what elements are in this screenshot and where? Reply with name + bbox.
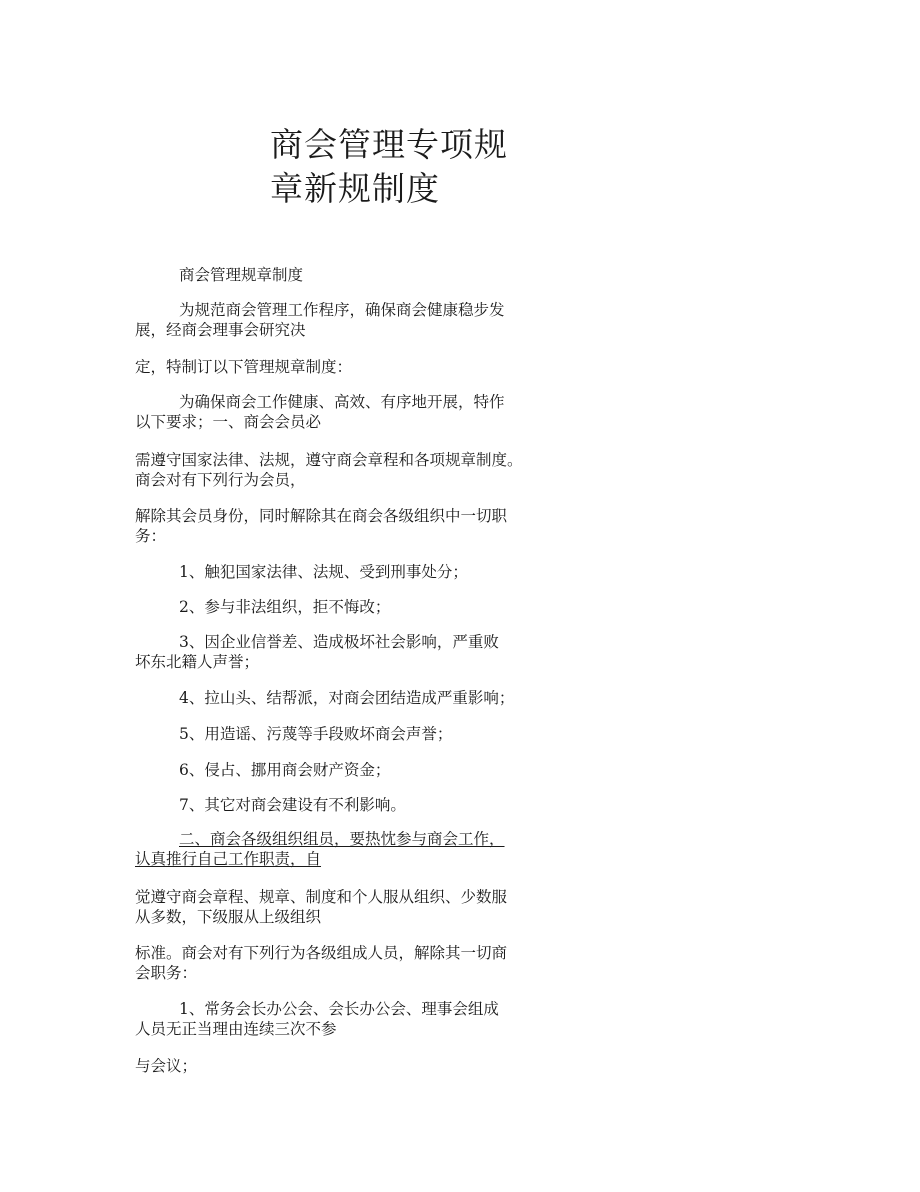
paragraph — [135, 392, 530, 432]
paragraph-line: 人员无正当理由连续三次不参 — [135, 1020, 337, 1038]
list-item: 6、侵占、挪用商会财产资金； — [179, 761, 391, 779]
paragraph-line: 3、因企业信誉差、造成极坏社会影响，严重败 — [179, 633, 499, 651]
section-heading — [135, 829, 530, 869]
paragraph-line: 解除其会员身份，同时解除其在商会各级组织中一切职 — [135, 507, 508, 525]
paragraph-line: 二、商会各级组织组员，要热忱参与商会工作， — [179, 830, 505, 848]
paragraph-line: 标准。商会对有下列行为各级组成人员，解除其一切商 — [135, 944, 508, 962]
list-item: 2、参与非法组织，拒不悔改； — [179, 598, 391, 616]
paragraph — [135, 506, 530, 546]
document-title — [270, 123, 530, 211]
paragraph-line: 从多数，下级服从上级组织 — [135, 908, 322, 926]
paragraph-line: 觉遵守商会章程、规章、制度和个人服从组织、少数服 — [135, 888, 508, 906]
paragraph-line: 定，特制订以下管理规章制度： — [135, 358, 353, 376]
list-item — [135, 632, 530, 672]
paragraph-line: 为确保商会工作健康、高效、有序地开展，特作 — [179, 393, 505, 411]
title-line-2: 章新规制度 — [270, 169, 440, 208]
title-line-1: 商会管理专项规 — [270, 125, 508, 164]
paragraph-line: 需遵守国家法律、法规，遵守商会章程和各项规章制度。 — [135, 451, 523, 469]
paragraph-line: 为规范商会管理工作程序，确保商会健康稳步发 — [179, 301, 505, 319]
paragraph — [135, 357, 530, 377]
paragraph-line: 1、常务会长办公会、会长办公会、理事会组成 — [179, 1000, 499, 1018]
paragraph — [135, 943, 530, 983]
paragraph-line: 展，经商会理事会研究决 — [135, 321, 306, 339]
paragraph — [135, 450, 530, 490]
paragraph-line: 以下要求；一、商会会员必 — [135, 413, 322, 431]
paragraph-line: 务： — [135, 527, 167, 545]
list-item — [135, 999, 530, 1039]
list-item: 1、触犯国家法律、法规、受到刑事处分； — [179, 563, 468, 581]
paragraph-line: 认真推行自己工作职责，自 — [135, 850, 322, 868]
paragraph-line: 与会议； — [135, 1057, 198, 1075]
list-item: 5、用造谣、污蔑等手段败坏商会声誉； — [179, 725, 453, 743]
paragraph — [135, 1056, 530, 1076]
paragraph — [135, 887, 530, 927]
paragraph-line: 坏东北籍人声誉； — [135, 653, 260, 671]
subtitle: 商会管理规章制度 — [179, 266, 304, 284]
list-item: 4、拉山头、结帮派，对商会团结造成严重影响； — [179, 689, 515, 707]
paragraph-line: 商会对有下列行为会员， — [135, 471, 306, 489]
list-item: 7、其它对商会建设有不利影响。 — [179, 796, 406, 814]
paragraph-line: 会职务： — [135, 964, 198, 982]
paragraph — [135, 300, 530, 340]
